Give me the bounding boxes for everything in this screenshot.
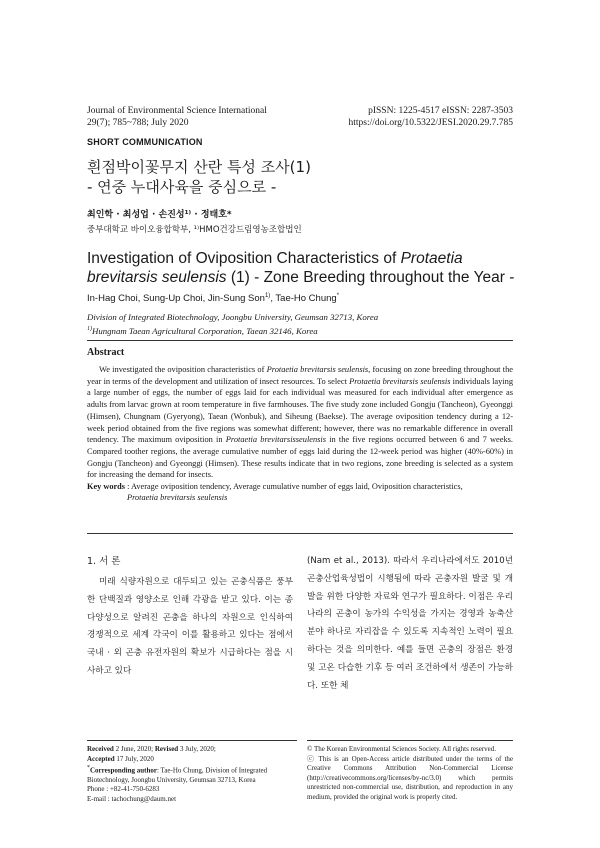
title-korean [87, 157, 311, 197]
affiliation-korean: 중부대학교 바이오융합학부, ¹⁾HMO건강드림영농조합법인 [87, 225, 302, 235]
corresponding-mark: * [87, 765, 90, 771]
abstract-text: in the five regions occurred between 6 and 7 weeks. Compared toother regions, the average cumulative number of eggs laid during the 12-week period was higher (40%-60%) in Gongju (Tancheon) and Gyeonggi (Himsen). These results indicate that in two regions, zone breeding is selected as a system for increasing the demand for insects. [87, 435, 513, 480]
body-column-right: (Nam et al., 2013). 따라서 우리나라에서도 2010년 곤충산업육성법이 시행됨에 따라 곤충자원 발굴 및 개발을 위한 다양한 자료와 연구가 필요하다. 이점은 우리나라의 곤충이 농가의 수익성을 가지는 경영과 농축산분야 하나로 자리잡을 수 있도록 지속적인 노력이 필요하다는 것을 의미한다. 예를 들면 곤충의 장점은 환경 및 고온 다습한 기후 등 여러 조건하에서 생존이 가능하다. 또한 체 [307, 556, 513, 691]
affiliation-line2-text: Hungnam Taean Agricultural Corporation, Taean 32146, Korea [92, 325, 318, 336]
footnote-rule-left [87, 740, 297, 741]
creative-commons-icon: ⓒ [307, 754, 316, 763]
title-korean-line2: - 연중 누대사육을 중심으로 - [87, 178, 277, 196]
keywords [87, 481, 513, 503]
footnote-article-info [87, 745, 297, 804]
issn: pISSN: 1225-4517 eISSN: 2287-3503 [368, 106, 513, 116]
journal-identifiers [348, 105, 513, 129]
affiliation-mark: 1) [264, 293, 271, 299]
email-link[interactable]: E-mail : tachochung@daum.net [87, 794, 177, 803]
species-name: Protaetia brevitarsis seulensis [349, 376, 451, 386]
corresponding-mark: * [336, 293, 340, 299]
divider-bottom [87, 533, 513, 534]
doi-link[interactable]: https://doi.org/10.5322/JESI.2020.29.7.785 [348, 118, 513, 128]
corresponding-label: Corresponding author [90, 766, 157, 775]
journal-volume: 29(7); 785~788; July 2020 [87, 118, 189, 128]
abstract-text: , focusing on zone breeding throughout the year in terms of the development and utilization of insect resources. To select [87, 365, 513, 386]
revised-label: Revised [154, 745, 179, 753]
authors-english-last: , Tae-Ho Chung [270, 293, 337, 305]
accepted-label: Accepted [87, 754, 115, 763]
copyright-line: © The Korean Environmental Sciences Society. All rights reserved. [307, 745, 497, 753]
abstract-heading: Abstract [87, 347, 125, 358]
title-korean-line1: 흰점박이꽃무지 산란 특성 조사(1) [87, 158, 311, 176]
received-date: 2 June, 2020; [113, 745, 155, 753]
revised-date: 3 July, 2020; [178, 745, 216, 753]
title-english-species: Protaetia brevitarsis seulensis [87, 250, 463, 286]
license-body: This is an Open-Access article distributed under the terms of the Creative Commons Attribution Non-Commercial License (http://creativecommons.org/licenses/by-nc/3.0) which permits unrestricted non-commercial use, distribution, and reproduction in any medium, provided the original work is properly cited. [307, 754, 514, 801]
section-heading-introduction: 1. 서 론 [87, 556, 121, 567]
accepted-date-row [87, 755, 297, 765]
abstract-text: We investigated the oviposition characteristics of [99, 365, 267, 374]
abstract-text: individuals laying a large number of eggs, the number of eggs laid for each individual was measured for each individual after emergence as adults from larvac grown at room temperature in five farmhouses. The five study zone included Gongju (Tancheon), Gyeonggi (Himsen), Chungnam (Gyeryong), Taean (Wonbuk), and Siheung (Baekse). The average oviposition tendency during a 12-week period obtained from the five regions was somewhat different; however, there was no remarkable difference in overall tendency. The maximum oviposition in [87, 376, 514, 445]
footnote-rule-right [307, 740, 513, 741]
corresponding-author [87, 764, 297, 785]
affiliation-line1: Division of Integrated Biotechnology, Joongbu University, Geumsan 32713, Korea [87, 312, 379, 322]
affiliation-line2 [87, 323, 378, 337]
abstract-body [87, 364, 513, 481]
footnote-copyright [307, 745, 513, 802]
authors-english [87, 293, 339, 304]
affiliation-line2-mark: 1) [87, 326, 92, 332]
title-english-part2: (1) - Zone Breeding throughout the Year - [226, 269, 515, 286]
affiliations-english [87, 311, 378, 337]
section-label: SHORT COMMUNICATION [87, 137, 203, 147]
species-name: Protaetia brevitarsis seulensis [266, 365, 369, 374]
species-name: Protaetia brevitarsisseulensis [225, 435, 327, 445]
received-dates [87, 745, 297, 755]
journal-citation [87, 105, 267, 129]
body-paragraph: 미래 식량자원으로 대두되고 있는 곤충식품은 풍부한 단백질과 영양소로 인해 각광을 받고 있다. 이는 종 다양성으로 알려진 곤충을 하나의 자원으로 인식하여 경쟁적으로 세계 각국이 이를 활용하고 있다는 점에서 국내 · 외 곤충 유전자원의 확보가 시급하다는 점을 시사하고 있다 [87, 577, 293, 676]
authors-english-names: In-Hag Choi, Sung-Up Choi, Jin-Sung Son [87, 293, 265, 305]
keywords-species: Protaetia brevitarsis seulensis [127, 493, 228, 502]
title-english [87, 249, 517, 287]
divider-top [87, 340, 513, 341]
phone: Phone : +82-41-750-6283 [87, 785, 160, 794]
keywords-label: Key words [87, 482, 126, 491]
corresponding-details: : Tae-Ho Chung, Division of Integrated Biotechnology, Joongbu University, Geumsan 32713, Korea [87, 766, 268, 784]
received-label: Received [87, 745, 114, 753]
journal-name: Journal of Environmental Science International [87, 106, 267, 116]
authors-korean: 최인학 · 최성업 · 손진성¹⁾ · 정태호* [87, 210, 232, 220]
keywords-list: : Average oviposition tendency, Average cumulative number of eggs laid, Oviposition characteristics, [125, 482, 463, 491]
title-english-part1: Investigation of Oviposition Characteristics of [87, 250, 401, 267]
body-column-left [87, 574, 293, 681]
license-text [307, 755, 513, 803]
accepted-date: 17 July, 2020 [114, 754, 154, 763]
